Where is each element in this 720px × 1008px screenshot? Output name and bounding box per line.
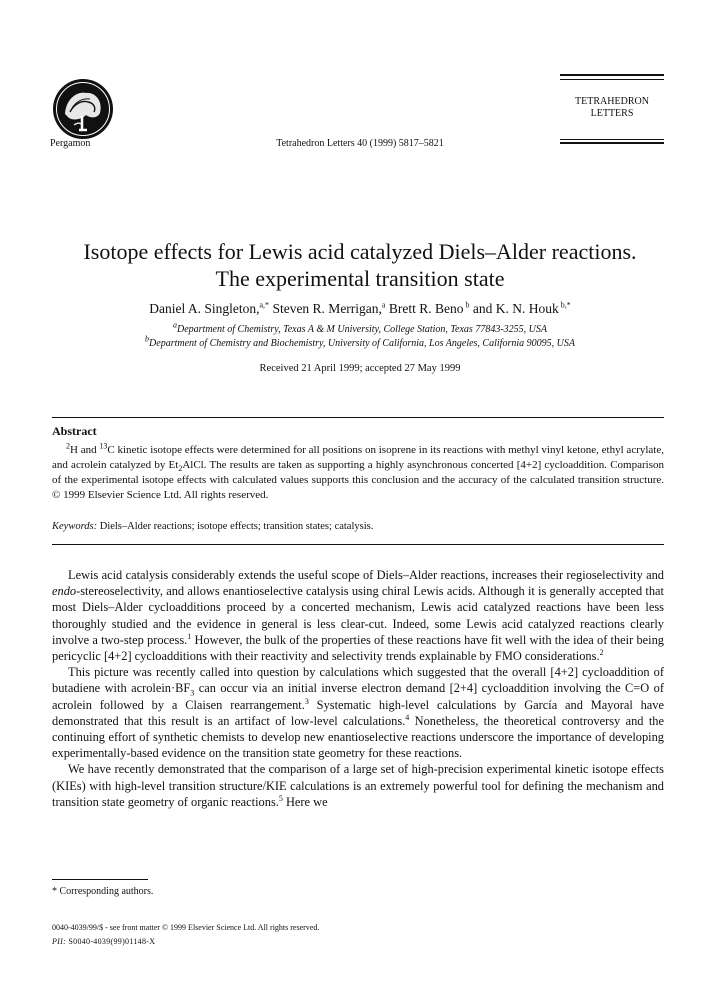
affil-text: Department of Chemistry and Biochemistry, University of California, Los Angeles, California 90095, USA	[149, 338, 575, 349]
abstract-span: AlCl. The results are taken as supporting a highly asynchronous concerted [4+2] cycloaddition. Comparison of the experimental isotope effects with calculated values supports this conclusion and the accuracy of the calculated transition structure. © 1999 Elsevier Science Ltd. All rights reserved.	[52, 459, 664, 501]
author-affil-mark: b	[463, 300, 470, 310]
keywords-text: Diels–Alder reactions; isotope effects; transition states; catalysis.	[97, 521, 374, 532]
author-affil-mark: a	[381, 300, 386, 310]
journal-name	[560, 96, 664, 120]
journal-rule-bottom-thin	[560, 139, 664, 140]
body-span: Systematic high-level calculations by García and Mayoral have demonstrated that this result is an artifact of low-level calculations.	[52, 697, 664, 728]
affiliation-b	[0, 334, 720, 349]
body-paragraph-1	[52, 567, 664, 664]
journal-citation: Tetrahedron Letters 40 (1999) 5817–5821	[276, 138, 444, 149]
reference-mark: 3	[304, 696, 309, 706]
formula-sub: 3	[190, 688, 195, 698]
keywords-line	[52, 521, 373, 532]
body-span: We have recently demonstrated that the comparison of a large set of high-precision experimental kinetic isotope effects (KIEs) with high-level transition structure/KIE calculations is an extremely powerful tool for defining the mechanism and transition state geometry of organic reactions.	[52, 762, 664, 809]
body-paragraph-3	[52, 761, 664, 810]
body-span: Here we	[282, 794, 328, 809]
author-affil-mark: b,*	[558, 300, 571, 310]
isotope-sup: 2	[66, 441, 70, 451]
body-span: However, the bulk of the properties of these reactions have fit well with the idea of their being pericyclic [4+2] cycloadditions with their reactivity and selectivity trends explainable by FMO considerations.	[52, 632, 664, 664]
affil-text: Department of Chemistry, Texas A & M University, College Station, Texas 77843-3255, USA	[177, 324, 547, 335]
journal-rule-top-thin	[560, 79, 664, 80]
affil-mark: a	[173, 320, 177, 330]
keywords-label: Keywords:	[52, 521, 98, 532]
pii-label: PII:	[52, 937, 67, 946]
footnote-mark: *	[52, 886, 57, 897]
journal-rule-bottom	[560, 142, 664, 144]
body-span: can occur via an initial inverse electron demand [2+4] cycloaddition involving the C=O of acrolein followed by a Claisen rearrangement.	[52, 681, 665, 712]
abstract-rule-bottom	[52, 544, 664, 545]
author-affil-mark: a,*	[259, 300, 270, 310]
title-line-2: The experimental transition state	[215, 266, 505, 291]
reference-mark: 2	[599, 647, 604, 657]
reference-mark: 5	[278, 793, 283, 803]
abstract-span: C kinetic isotope effects were determined for all positions on isoprene in its reactions with methyl vinyl ketone, ethyl acrylate, and acrolein catalyzed by Et	[52, 444, 664, 471]
reference-mark: 4	[405, 712, 410, 722]
received-dates: Received 21 April 1999; accepted 27 May 1999	[259, 363, 461, 374]
body-italic: endo	[52, 584, 77, 599]
footnote-rule	[52, 879, 148, 880]
journal-name-line2: LETTERS	[590, 108, 634, 119]
footnote	[52, 886, 153, 897]
abstract-text	[52, 443, 664, 503]
elsevier-tree-logo-icon	[52, 78, 114, 140]
author-name: Steven R. Merrigan,	[269, 301, 382, 316]
title-line-1: Isotope effects for Lewis acid catalyzed Diels–Alder reactions.	[83, 239, 637, 264]
formula-sub: 2	[178, 464, 183, 474]
body-span: This picture was recently called into question by calculations which suggested that the overall [4+2] cycloaddition of butadiene with acrolein·BF	[52, 665, 664, 696]
body-span: Nonetheless, the theoretical controversy and the continuing effort of synthetic chemists to develop new enantioselective reactions underscore the importance of developing experimentally-based evidence on the transition state geometry for these reactions.	[52, 713, 664, 761]
pii-line	[52, 937, 155, 946]
abstract-heading: Abstract	[52, 424, 97, 438]
body-text	[52, 567, 664, 810]
pii-value: S0040-4039(99)01148-X	[66, 937, 156, 946]
journal-name-line1: TETRAHEDRON	[575, 96, 649, 107]
front-matter-line: 0040-4039/99/$ - see front matter © 1999 Elsevier Science Ltd. All rights reserved.	[52, 923, 320, 932]
author-name: Daniel A. Singleton,	[149, 301, 260, 316]
journal-rule-top	[560, 74, 664, 76]
publisher-name: Pergamon	[50, 138, 91, 149]
isotope-sup: 13	[99, 441, 108, 451]
abstract-span: H and	[70, 444, 100, 456]
author-name: and K. N. Houk	[469, 301, 559, 316]
abstract-rule-top	[52, 417, 664, 418]
body-span: -stereoselectivity, and allows enantioselective catalysis using chiral Lewis acids. Although it is generally accepted that most Diels–Alder cycloadditions proceed by a concerted mechanism, Lewis acid catalyzed reactions have been less thoroughly studied and the evidence in general is less clear-cut. Indeed, some Lewis acid catalyzed reactions clearly involve a two-step process.	[52, 584, 664, 647]
affil-mark: b	[145, 334, 150, 344]
reference-mark: 1	[187, 631, 192, 641]
body-span: Lewis acid catalysis considerably extends the useful scope of Diels–Alder reactions, increases their regioselectivity and	[68, 568, 664, 582]
author-name: Brett R. Beno	[385, 301, 464, 316]
body-paragraph-2	[52, 664, 664, 761]
affiliation-a	[0, 320, 720, 335]
author-list	[0, 301, 720, 317]
article-title	[0, 238, 720, 292]
footnote-text: Corresponding authors.	[57, 886, 154, 897]
